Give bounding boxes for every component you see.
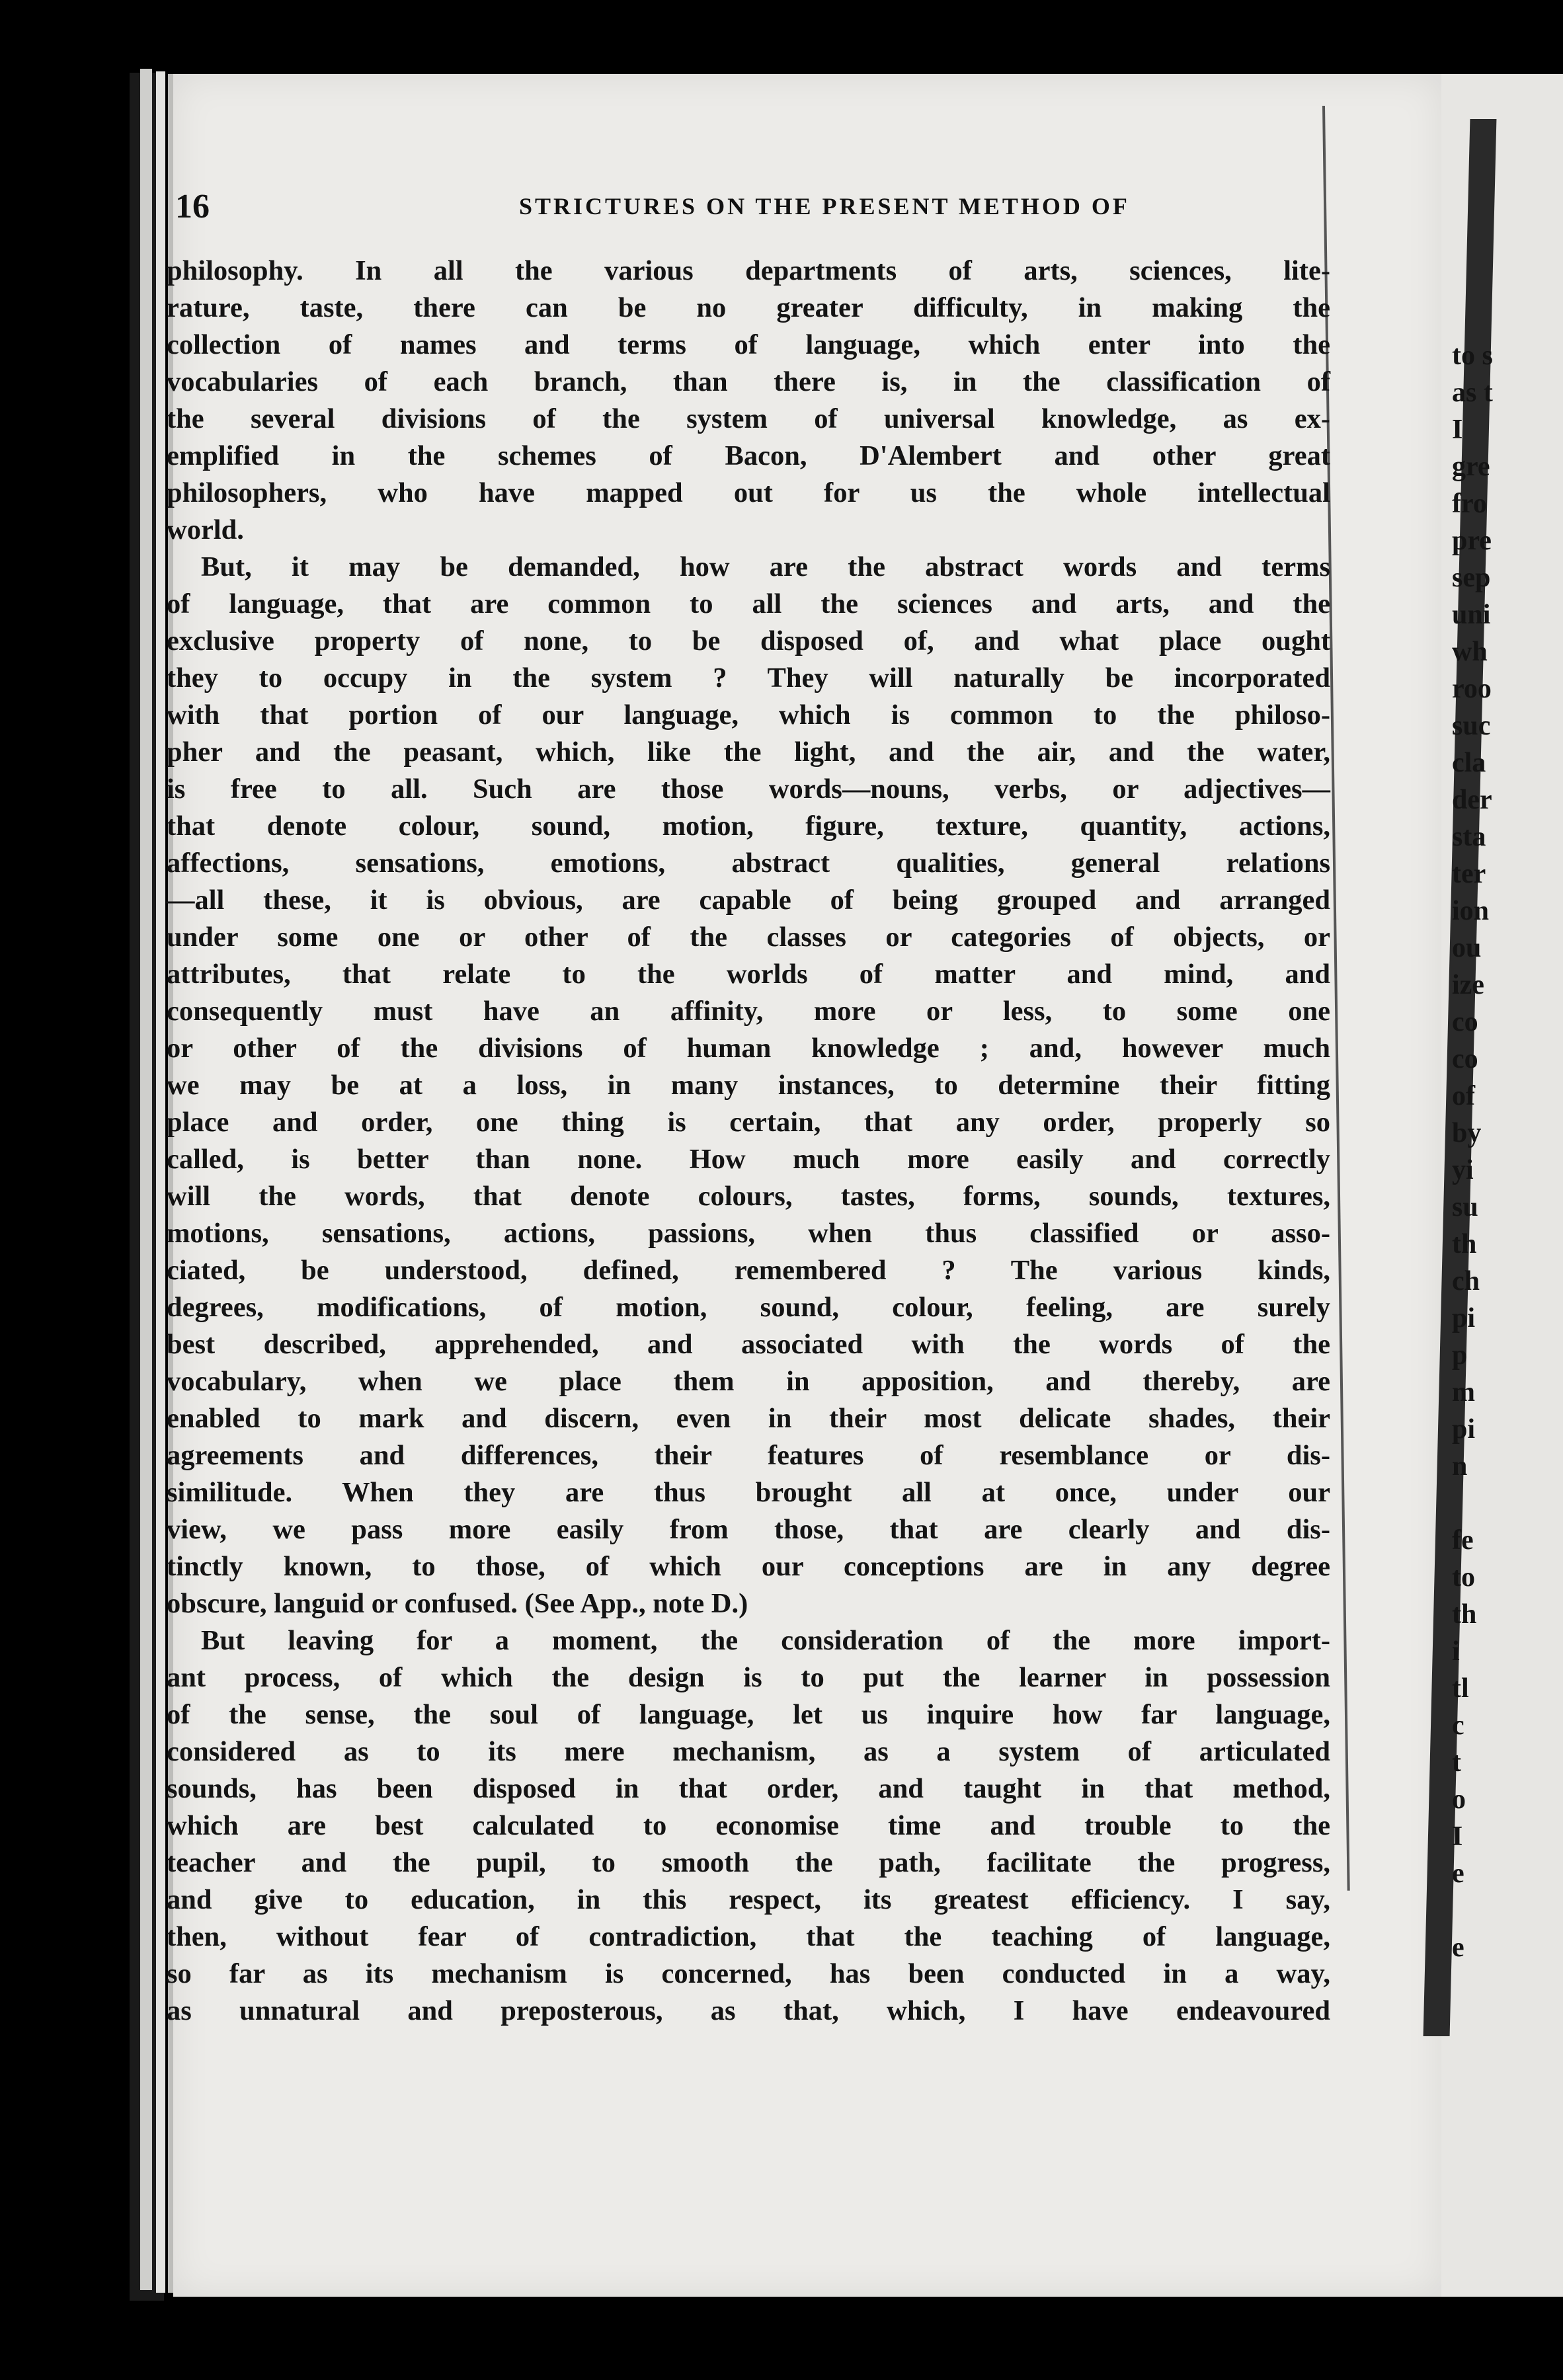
opposite-page-fragment bbox=[1452, 1485, 1563, 1522]
opposite-page-fragment: pi bbox=[1452, 1414, 1476, 1445]
opposite-page-fragment: by bbox=[1452, 1118, 1482, 1148]
text-line: ciated, be understood, defined, remembered ? The various kinds, bbox=[167, 1255, 1330, 1286]
text-line: pher and the peasant, which, like the light, and the air, and the water, bbox=[167, 736, 1330, 768]
opposite-page-fragment: o bbox=[1452, 1784, 1466, 1815]
opposite-page-fragment: fe bbox=[1452, 1525, 1474, 1556]
opposite-page-fragment: c bbox=[1452, 1710, 1464, 1741]
text-line: ant process, of which the design is to put the learner in possession bbox=[167, 1662, 1330, 1693]
opposite-page-fragment: sep bbox=[1452, 563, 1491, 593]
opposite-page-fragment: uni bbox=[1452, 600, 1491, 630]
opposite-page-fragment: cla bbox=[1452, 748, 1486, 778]
text-line: But leaving for a moment, the consideration of the more import- bbox=[201, 1625, 1330, 1656]
opposite-page-fragment: of bbox=[1452, 1081, 1475, 1111]
text-line: or other of the divisions of human knowledge ; and, however much bbox=[167, 1033, 1330, 1064]
text-line: as unnatural and preposterous, as that, which, I have endeavoured bbox=[167, 1995, 1330, 2026]
opposite-page-fragment: yi bbox=[1452, 1155, 1474, 1185]
text-line: motions, sensations, actions, passions, when thus classified or asso- bbox=[167, 1218, 1330, 1249]
opposite-page-fragment: I bbox=[1452, 1821, 1463, 1852]
text-line: —all these, it is obvious, are capable of being grouped and arranged bbox=[167, 885, 1330, 916]
opposite-page-fragment: th bbox=[1452, 1599, 1477, 1630]
opposite-page-fragment: n bbox=[1452, 1451, 1468, 1482]
opposite-page-fragment: ter bbox=[1452, 859, 1486, 889]
opposite-page-fragment: ize bbox=[1452, 970, 1484, 1000]
text-line: exclusive property of none, to be disposed of, and what place ought bbox=[167, 625, 1330, 656]
text-line: is free to all. Such are those words—nouns, verbs, or adjectives— bbox=[167, 774, 1330, 805]
opposite-page-fragment: wh bbox=[1452, 637, 1488, 667]
text-line: vocabulary, when we place them in apposition, and thereby, are bbox=[167, 1366, 1330, 1397]
text-line: considered as to its mere mechanism, as a system of articulated bbox=[167, 1736, 1330, 1767]
text-line: so far as its mechanism is concerned, has been conducted in a way, bbox=[167, 1958, 1330, 1989]
text-line: view, we pass more easily from those, that are clearly and dis- bbox=[167, 1514, 1330, 1545]
text-line: philosophers, who have mapped out for us the whole intellectual bbox=[167, 477, 1330, 508]
opposite-page-fragment: to s bbox=[1452, 340, 1493, 371]
text-line: called, is better than none. How much more easily and correctly bbox=[167, 1144, 1330, 1175]
opposite-page-fragment: ion bbox=[1452, 896, 1490, 926]
opposite-page-fragment: i bbox=[1452, 1636, 1460, 1667]
opposite-page-fragment: suc bbox=[1452, 711, 1491, 741]
opposite-page-fragment: gre bbox=[1452, 452, 1490, 482]
text-line: world. bbox=[167, 514, 244, 545]
text-line: they to occupy in the system ? They will naturally be incorporated bbox=[167, 662, 1330, 694]
text-line: agreements and differences, their features of resemblance or dis- bbox=[167, 1440, 1330, 1471]
body-text bbox=[167, 253, 1330, 2030]
text-line: attributes, that relate to the worlds of matter and mind, and bbox=[167, 959, 1330, 990]
opposite-page-fragment bbox=[1452, 1892, 1563, 1929]
text-line: teacher and the pupil, to smooth the path, facilitate the progress, bbox=[167, 1847, 1330, 1878]
opposite-page-fragment: t bbox=[1452, 1747, 1461, 1778]
page-number: 16 bbox=[175, 188, 210, 225]
opposite-page-fragment: I bbox=[1452, 415, 1463, 445]
text-line: then, without fear of contradiction, that the teaching of language, bbox=[167, 1921, 1330, 1952]
text-line: sounds, has been disposed in that order, and taught in that method, bbox=[167, 1773, 1330, 1804]
opposite-page-fragment: roo bbox=[1452, 674, 1492, 704]
text-line: vocabularies of each branch, than there is, in the classification of bbox=[167, 366, 1330, 397]
opposite-page-fragment: sta bbox=[1452, 822, 1486, 852]
opposite-page-fragment: ou bbox=[1452, 933, 1482, 963]
opposite-page-text-fragments bbox=[1452, 337, 1563, 1966]
opposite-page-fragment: e bbox=[1452, 1858, 1464, 1889]
text-line: degrees, modifications, of motion, sound, colour, feeling, are surely bbox=[167, 1292, 1330, 1323]
text-line: and give to education, in this respect, its greatest efficiency. I say, bbox=[167, 1884, 1330, 1915]
text-line: enabled to mark and discern, even in their most delicate shades, their bbox=[167, 1403, 1330, 1434]
text-line: But, it may be demanded, how are the abstract words and terms bbox=[201, 551, 1330, 582]
text-line: obscure, languid or confused. (See App., note D.) bbox=[167, 1588, 748, 1619]
opposite-page-fragment: p bbox=[1452, 1340, 1468, 1370]
text-line: consequently must have an affinity, more or less, to some one bbox=[167, 996, 1330, 1027]
text-line: will the words, that denote colours, tastes, forms, sounds, textures, bbox=[167, 1181, 1330, 1212]
text-line: best described, apprehended, and associated with the words of the bbox=[167, 1329, 1330, 1360]
opposite-page-fragment: der bbox=[1452, 785, 1492, 815]
opposite-page-fragment: co bbox=[1452, 1007, 1478, 1037]
running-head: STRICTURES ON THE PRESENT METHOD OF bbox=[519, 193, 1130, 219]
opposite-page-fragment: co bbox=[1452, 1044, 1478, 1074]
text-line: philosophy. In all the various departments of arts, sciences, lite- bbox=[167, 255, 1330, 286]
text-line: collection of names and terms of language, which enter into the bbox=[167, 329, 1330, 360]
text-line: place and order, one thing is certain, that any order, properly so bbox=[167, 1107, 1330, 1138]
opposite-page-fragment: to bbox=[1452, 1562, 1475, 1593]
text-line: of the sense, the soul of language, let us inquire how far language, bbox=[167, 1699, 1330, 1730]
text-line: that denote colour, sound, motion, figure, texture, quantity, actions, bbox=[167, 811, 1330, 842]
text-line: with that portion of our language, which is common to the philoso- bbox=[167, 699, 1330, 731]
opposite-page-fragment: m bbox=[1452, 1377, 1475, 1408]
page-edge bbox=[140, 69, 152, 2290]
opposite-page-fragment: as t bbox=[1452, 377, 1493, 408]
text-line: which are best calculated to economise time and trouble to the bbox=[167, 1810, 1330, 1841]
opposite-page-fragment: th bbox=[1452, 1229, 1477, 1259]
opposite-page-fragment: pi bbox=[1452, 1303, 1476, 1333]
opposite-page-fragment: pre bbox=[1452, 526, 1492, 556]
text-line: we may be at a loss, in many instances, to determine their fitting bbox=[167, 1070, 1330, 1101]
opposite-page-fragment: su bbox=[1452, 1192, 1478, 1222]
text-line: the several divisions of the system of universal knowledge, as ex- bbox=[167, 403, 1330, 434]
page-edge bbox=[156, 71, 165, 2293]
text-line: affections, sensations, emotions, abstract qualities, general relations bbox=[167, 848, 1330, 879]
text-line: similitude. When they are thus brought all at once, under our bbox=[167, 1477, 1330, 1508]
opposite-page-fragment: fro bbox=[1452, 489, 1487, 519]
text-line: of language, that are common to all the sciences and arts, and the bbox=[167, 588, 1330, 619]
text-line: under some one or other of the classes or categories of objects, or bbox=[167, 922, 1330, 953]
text-line: emplified in the schemes of Bacon, D'Alembert and other great bbox=[167, 440, 1330, 471]
text-line: rature, taste, there can be no greater difficulty, in making the bbox=[167, 292, 1330, 323]
opposite-page-fragment: tl bbox=[1452, 1673, 1469, 1704]
opposite-page-fragment: ch bbox=[1452, 1266, 1480, 1296]
text-line: tinctly known, to those, of which our conceptions are in any degree bbox=[167, 1551, 1330, 1582]
opposite-page-fragment: e bbox=[1452, 1932, 1464, 1963]
page-header bbox=[175, 187, 1312, 233]
